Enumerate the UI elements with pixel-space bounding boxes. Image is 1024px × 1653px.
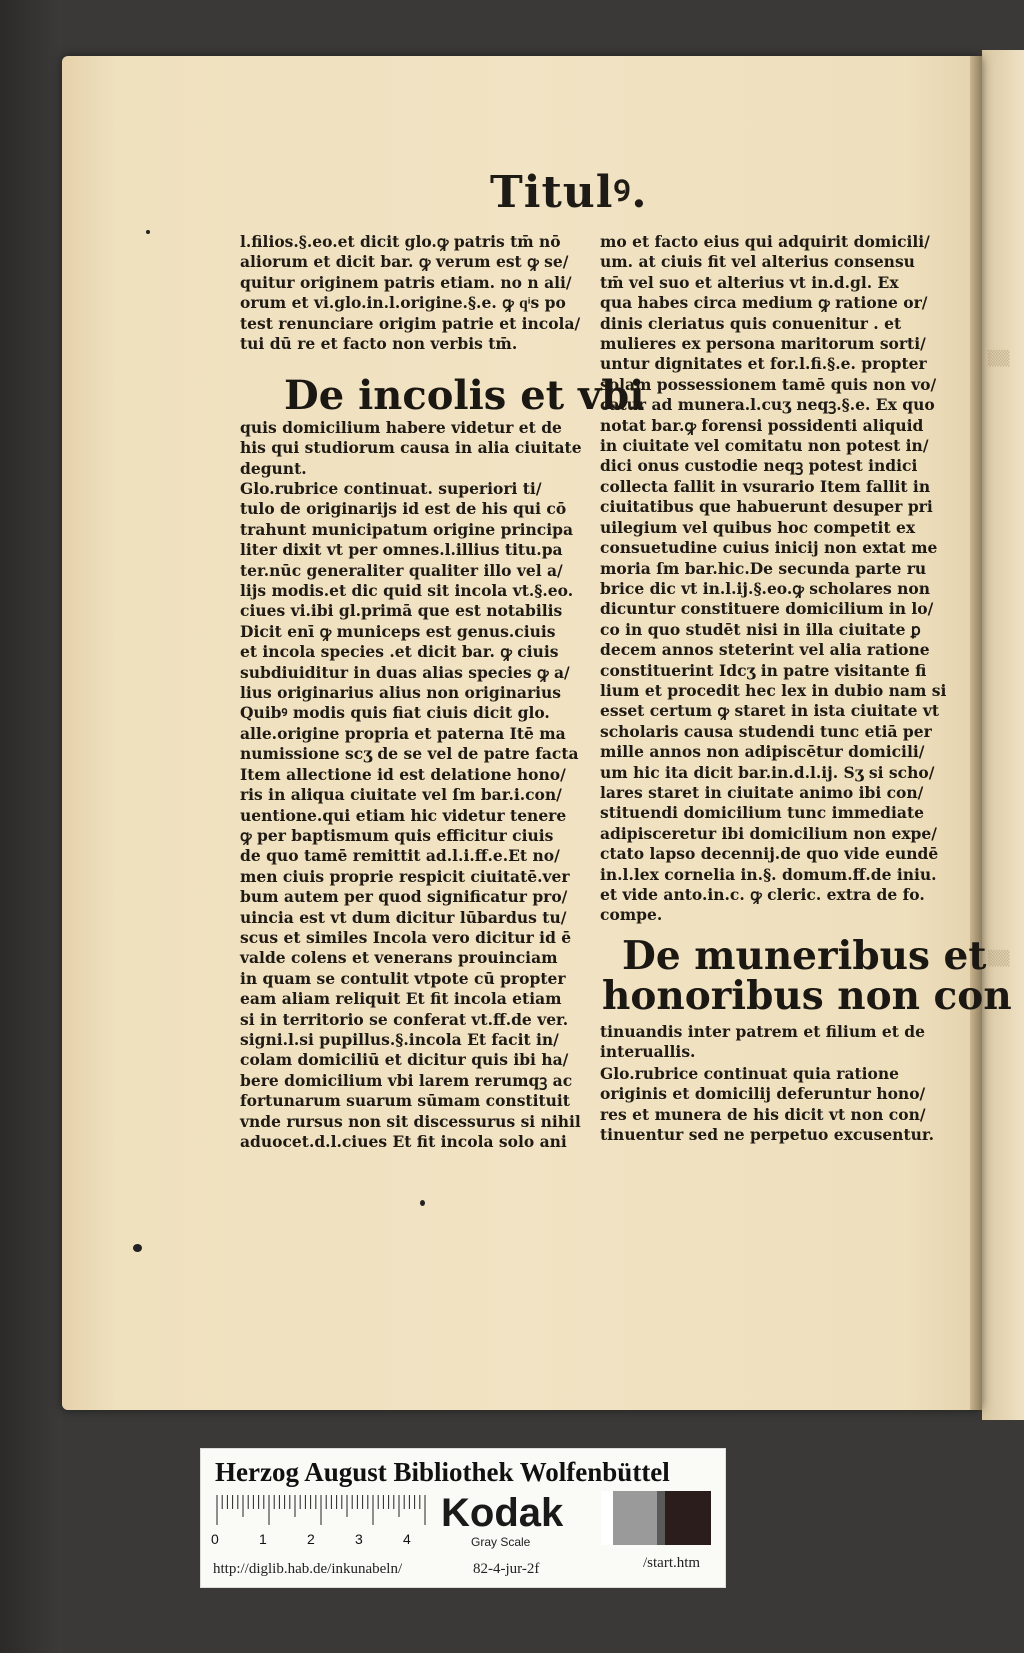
text-line: degunt. [240, 458, 307, 478]
text-line: in ciuitate vel comitatu non potest in/ [600, 436, 929, 456]
ruler-number: 4 [403, 1531, 411, 1547]
text-line: signi.l.si pupillus.§.incola Et facit in/ [240, 1029, 559, 1049]
text-line: in quam se contulit vtpote cū propter [240, 968, 566, 988]
right-column-body [600, 232, 947, 926]
left-column-subheading [240, 418, 582, 479]
text-line: uilegium vel quibus hoc competit ex [600, 517, 916, 537]
text-line: Quibꝰ modis quis fiat ciuis dicit glo. [240, 703, 550, 723]
right-column-subheading [600, 1022, 926, 1063]
text-line: Item allectione id est delatione hono/ [240, 764, 566, 784]
text-line: uentione.qui etiam hic videtur tenere [240, 805, 567, 825]
text-line: stituendi domicilium tunc immediate [600, 803, 924, 823]
text-line: ctato lapso decennij.de quo vide eundē [600, 844, 939, 864]
text-line: qua habes circa medium ꝙ ratione or/ [600, 293, 928, 313]
gray-scale-label: Gray Scale [471, 1535, 531, 1549]
text-line: adipisceretur ibi domicilium non expe/ [600, 823, 937, 843]
text-line: l.filios.§.eo.et dicit glo.ꝙ patris tm̄ nō [240, 232, 561, 251]
text-line: bere domicilium vbi larem rerumqꝫ ac [240, 1070, 573, 1090]
text-line: tulo de originarijs id est de his qui cō [240, 499, 567, 519]
text-line: um. at ciuis fit vel alterius consensu [600, 252, 915, 272]
section-heading-de-muneribus: De muneribus et [622, 933, 987, 979]
text-line: dinis cleriatus quis conuenitur . et [600, 313, 902, 333]
text-line: Glo.rubrice continuat. superiori ti/ [240, 479, 542, 498]
running-title: Titulꝰ. [490, 167, 648, 218]
text-line: res et munera de his dicit vt non con/ [600, 1104, 926, 1124]
text-line: esset certum ꝙ staret in ista ciuitate vt [600, 701, 940, 721]
digital-library-url: http://diglib.hab.de/inkunabeln/ [213, 1561, 403, 1577]
text-line: orum et vi.glo.in.l.origine.§.e. ꝙ qͥs po [240, 293, 566, 313]
text-line: ter.nūc generaliter qualiter illo vel a/ [240, 560, 563, 580]
text-line: subdiuiditur in duas alias species ꝙ a/ [240, 662, 570, 682]
text-line: Dicit enī ꝙ municeps est genus.ciuis [240, 621, 556, 641]
ruler-number: 3 [355, 1531, 363, 1547]
swatch-black [665, 1491, 711, 1545]
text-line: eam aliam reliquit Et fit incola etiam [240, 989, 562, 1009]
text-line: brice dic vt in.l.ij.§.eo.ꝙ scholares non [600, 578, 931, 598]
measure-ruler [215, 1495, 431, 1531]
text-line: trahunt municipatum origine principa [240, 519, 574, 539]
text-line: ciues vi.ibi gl.primā que est notabilis [240, 601, 563, 621]
text-line: consuetudine cuius inicij non extat me [600, 538, 938, 558]
text-line: numissione scʒ de se vel de patre facta [240, 744, 579, 764]
text-line: Glo.rubrice continuat quia ratione [600, 1064, 900, 1083]
ruler-number: 1 [259, 1531, 267, 1547]
text-line: aduocet.d.l.ciues Et fit incola solo ani [240, 1132, 567, 1151]
text-line: decem annos steterint vel alia ratione [600, 640, 930, 660]
left-column [240, 232, 581, 354]
text-line: notat bar.ꝙ forensi possidenti aliquid [600, 415, 924, 435]
text-line: tm̄ vel suo et alterius vt in.d.gl. Ex [600, 272, 899, 292]
text-line: scus et similes Incola vero dicitur id ē [240, 927, 572, 947]
text-line: mo et facto eius qui adquirit domicili/ [600, 232, 930, 251]
text-line: mulieres ex persona maritorum sorti/ [600, 334, 926, 354]
text-line: lijs modis.et dic quid sit incola vt.§.eo. [240, 581, 574, 601]
text-line: um hic ita dicit bar.in.d.l.ij. Sʒ si scho/ [600, 762, 935, 782]
text-line: et incola species .et dicit bar. ꝙ ciuis [240, 642, 559, 662]
text-line: lius originarius alius non originarius [240, 683, 562, 703]
adjacent-page-edge: ▒▒ ▒▒ [982, 50, 1024, 1420]
ruler-number: 0 [211, 1531, 219, 1547]
text-line: ciuitatibus que habuerunt desuper pri [600, 497, 933, 517]
text-line: dici onus custodie neqꝫ potest indici [600, 456, 918, 476]
text-line: men ciuis proprie respicit ciuitatē.ver [240, 866, 570, 886]
text-line: tinuentur sed ne perpetuo excusentur. [600, 1125, 935, 1145]
text-line: valde colens et venerans prouinciam [240, 948, 558, 968]
text-line: fortunarum suarum sūmam constituit [240, 1091, 570, 1111]
text-line: mille annos non adipiscētur domicili/ [600, 742, 925, 762]
text-line: alle.origine propria et paterna Itē ma [240, 723, 566, 743]
text-line: ꝙ per baptismum quis efficitur ciuis [240, 825, 554, 845]
text-line: untur dignitates et for.l.fi.§.e. propter [600, 354, 927, 374]
ink-speck [420, 1200, 425, 1206]
kodak-logo: Kodak [441, 1491, 564, 1535]
text-line: dicuntur constituere domicilium in lo/ [600, 599, 934, 619]
text-line: catur ad munera.l.cuʒ neqꝫ.§.e. Ex quo [600, 395, 935, 415]
ink-speck [133, 1244, 142, 1252]
left-column-body [240, 479, 581, 1152]
text-line: aliorum et dicit bar. ꝙ verum est ꝙ se/ [240, 252, 569, 272]
text-line: moria ſm bar.hic.De secunda parte ru [600, 558, 927, 578]
text-line: vnde rursus non sit discessurus si nihil [240, 1111, 581, 1131]
ruler-number: 2 [307, 1531, 315, 1547]
text-line: his qui studiorum causa in alia ciuitate [240, 438, 582, 458]
library-name: Herzog August Bibliothek Wolfenbüttel [215, 1457, 670, 1487]
text-line: scholaris causa studendi tunc etiā per [600, 721, 932, 741]
start-link-text: /start.htm [643, 1555, 701, 1571]
text-line: tui dū re et facto non verbis tm̄. [240, 334, 518, 354]
text-line: compe. [600, 905, 663, 925]
text-line: lares staret in ciuitate animo ibi con/ [600, 782, 924, 802]
text-line: lium et procedit hec lex in dubio nam si [600, 680, 947, 700]
text-line: et vide anto.in.c. ꝙ cleric. extra de fo. [600, 885, 925, 904]
text-line: uincia est vt dum dicitur lūbardus tu/ [240, 907, 567, 927]
section-heading-de-muneribus-line2: honoribus non con [602, 973, 1012, 1019]
text-line: ris in aliqua ciuitate vel ſm bar.i.con/ [240, 785, 562, 805]
section-heading-de-incolis: De incolis et vbi [284, 372, 645, 419]
left-column-opening-lines [240, 232, 581, 354]
text-line: quitur originem patris etiam. no n ali/ [240, 272, 572, 292]
text-line: in.l.lex cornelia in.§. domum.ff.de iniu. [600, 864, 937, 884]
shelfmark: 82-4-jur-2f [473, 1561, 540, 1577]
text-line: co in quo studēt nisi in illa ciuitate ꝑ [600, 619, 921, 639]
text-line: constituerint Idcʒ in patre visitante fi [600, 660, 927, 680]
text-line: de quo tamē remittit ad.l.i.ff.e.Et no/ [240, 846, 560, 866]
right-column-closing [600, 1064, 935, 1146]
text-line: collecta fallit in vsurario Item fallit in [600, 476, 931, 496]
text-line: test renunciare origim patrie et incola/ [240, 313, 581, 333]
text-line: liter dixit vt per omnes.l.illius titu.pa [240, 540, 563, 560]
text-line: tinuandis inter patrem et filium et de [600, 1022, 926, 1041]
text-line: bum autem per quod significatur pro/ [240, 887, 568, 907]
color-calibration-target [200, 1448, 726, 1588]
page-gutter [970, 56, 982, 1410]
text-line: quis domicilium habere videtur et de [240, 418, 562, 437]
text-line: solam possessionem tamē quis non vo/ [600, 374, 937, 394]
text-line: colam domiciliū et dicitur quis ibi ha/ [240, 1050, 569, 1070]
ink-speck [146, 230, 150, 234]
swatch-light-gray [613, 1491, 657, 1545]
scan-background [0, 0, 62, 1653]
text-line: originis et domicilij deferuntur hono/ [600, 1084, 926, 1104]
text-line: interuallis. [600, 1042, 696, 1062]
text-line: si in territorio se conferat vt.ff.de ver. [240, 1009, 569, 1029]
